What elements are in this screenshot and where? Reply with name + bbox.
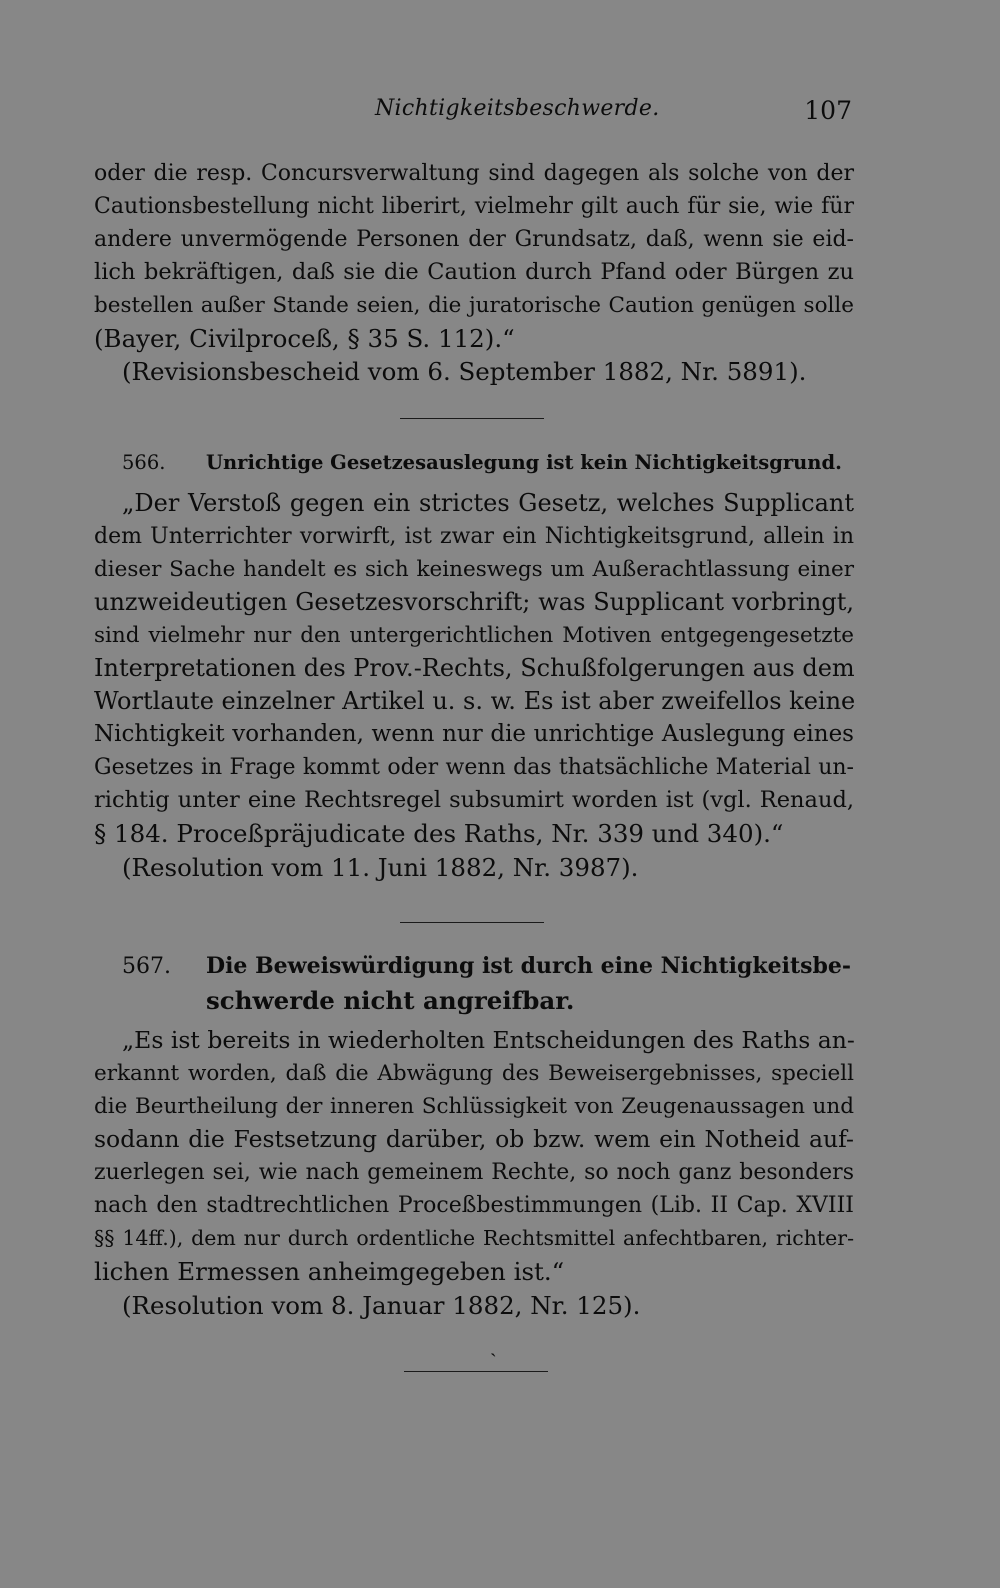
text-line: dem Unterrichter vorwirft, ist zwar ein Nichtigkeitsgrund, allein in bbox=[94, 524, 854, 549]
citation: (Resolution vom 11. Juni 1882, Nr. 3987). bbox=[122, 853, 639, 882]
text-line: Interpretationen des Prov.-Rechts, Schußfolgerungen aus dem bbox=[94, 654, 855, 682]
text-line: andere unvermögende Personen der Grundsatz, daß, wenn sie eid- bbox=[94, 227, 854, 252]
section-number: 566. bbox=[122, 451, 166, 474]
text-line: §§ 14ff.), dem nur durch ordentliche Rechtsmittel anfechtbaren, richter- bbox=[94, 1226, 854, 1250]
text-line: Gesetzes in Frage kommt oder wenn das thatsächliche Material un- bbox=[94, 755, 854, 780]
text-line: § 184. Proceßpräjudicate des Raths, Nr. 339 und 340).“ bbox=[94, 819, 784, 848]
separator-rule bbox=[404, 1371, 548, 1372]
text-line: Cautionsbestellung nicht liberirt, vielmehr gilt auch für sie, wie für bbox=[94, 194, 854, 219]
text-line: die Beurtheilung der inneren Schlüssigkeit von Zeugenaussagen und bbox=[94, 1094, 854, 1119]
text-line: Nichtigkeit vorhanden, wenn nur die unrichtige Auslegung eines bbox=[94, 721, 854, 747]
text-line: bestellen außer Stande seien, die juratorische Caution genügen solle bbox=[94, 293, 854, 318]
text-line: (Bayer, Civilproceß, § 35 S. 112).“ bbox=[94, 324, 515, 353]
citation: (Revisionsbescheid vom 6. September 1882, Nr. 5891). bbox=[122, 357, 807, 386]
text-line: nach den stadtrechtlichen Proceßbestimmungen (Lib. II Cap. XVIII bbox=[94, 1193, 854, 1218]
section-title: Unrichtige Gesetzesauslegung ist kein Nichtigkeitsgrund. bbox=[206, 451, 842, 474]
text-line: Wortlaute einzelner Artikel u. s. w. Es ist aber zweifellos keine bbox=[94, 687, 856, 715]
text-line: zuerlegen sei, wie nach gemeinem Rechte, so noch ganz besonders bbox=[94, 1160, 854, 1185]
page-number: 107 bbox=[804, 96, 852, 125]
section-title-continued: schwerde nicht angreifbar. bbox=[206, 986, 575, 1015]
section-number: 567. bbox=[122, 954, 171, 979]
text-line: sodann die Festsetzung darüber, ob bzw. wem ein Notheid auf- bbox=[94, 1125, 854, 1153]
section-title: Die Beweiswürdigung ist durch eine Nichtigkeitsbe- bbox=[206, 953, 852, 979]
text-line: unzweideutigen Gesetzesvorschrift; was Supplicant vorbringt, bbox=[94, 588, 854, 616]
separator-rule bbox=[400, 418, 544, 419]
text-line: erkannt worden, daß die Abwägung des Beweisergebnisses, speciell bbox=[94, 1061, 854, 1086]
section-heading-567 bbox=[122, 950, 854, 983]
ink-speck: ˏ bbox=[490, 1333, 497, 1357]
section-heading-566 bbox=[122, 446, 854, 479]
running-title: Nichtigkeitsbeschwerde. bbox=[375, 96, 660, 121]
text-line: dieser Sache handelt es sich keineswegs um Außerachtlassung einer bbox=[94, 557, 854, 582]
text-line: sind vielmehr nur den untergerichtlichen Motiven entgegengesetzte bbox=[94, 623, 854, 648]
separator-rule bbox=[400, 922, 544, 923]
text-line: „Es ist bereits in wiederholten Entscheidungen des Raths an- bbox=[122, 1026, 855, 1054]
text-line: oder die resp. Concursverwaltung sind dagegen als solche von der bbox=[94, 161, 854, 186]
text-line: lichen Ermessen anheimgegeben ist.“ bbox=[94, 1257, 565, 1286]
text-line: „Der Verstoß gegen ein strictes Gesetz, welches Supplicant bbox=[122, 489, 854, 517]
citation: (Resolution vom 8. Januar 1882, Nr. 125). bbox=[122, 1291, 641, 1320]
text-line: richtig unter eine Rechtsregel subsumirt worden ist (vgl. Renaud, bbox=[94, 787, 854, 813]
text-line: lich bekräftigen, daß sie die Caution durch Pfand oder Bürgen zu bbox=[94, 259, 854, 285]
